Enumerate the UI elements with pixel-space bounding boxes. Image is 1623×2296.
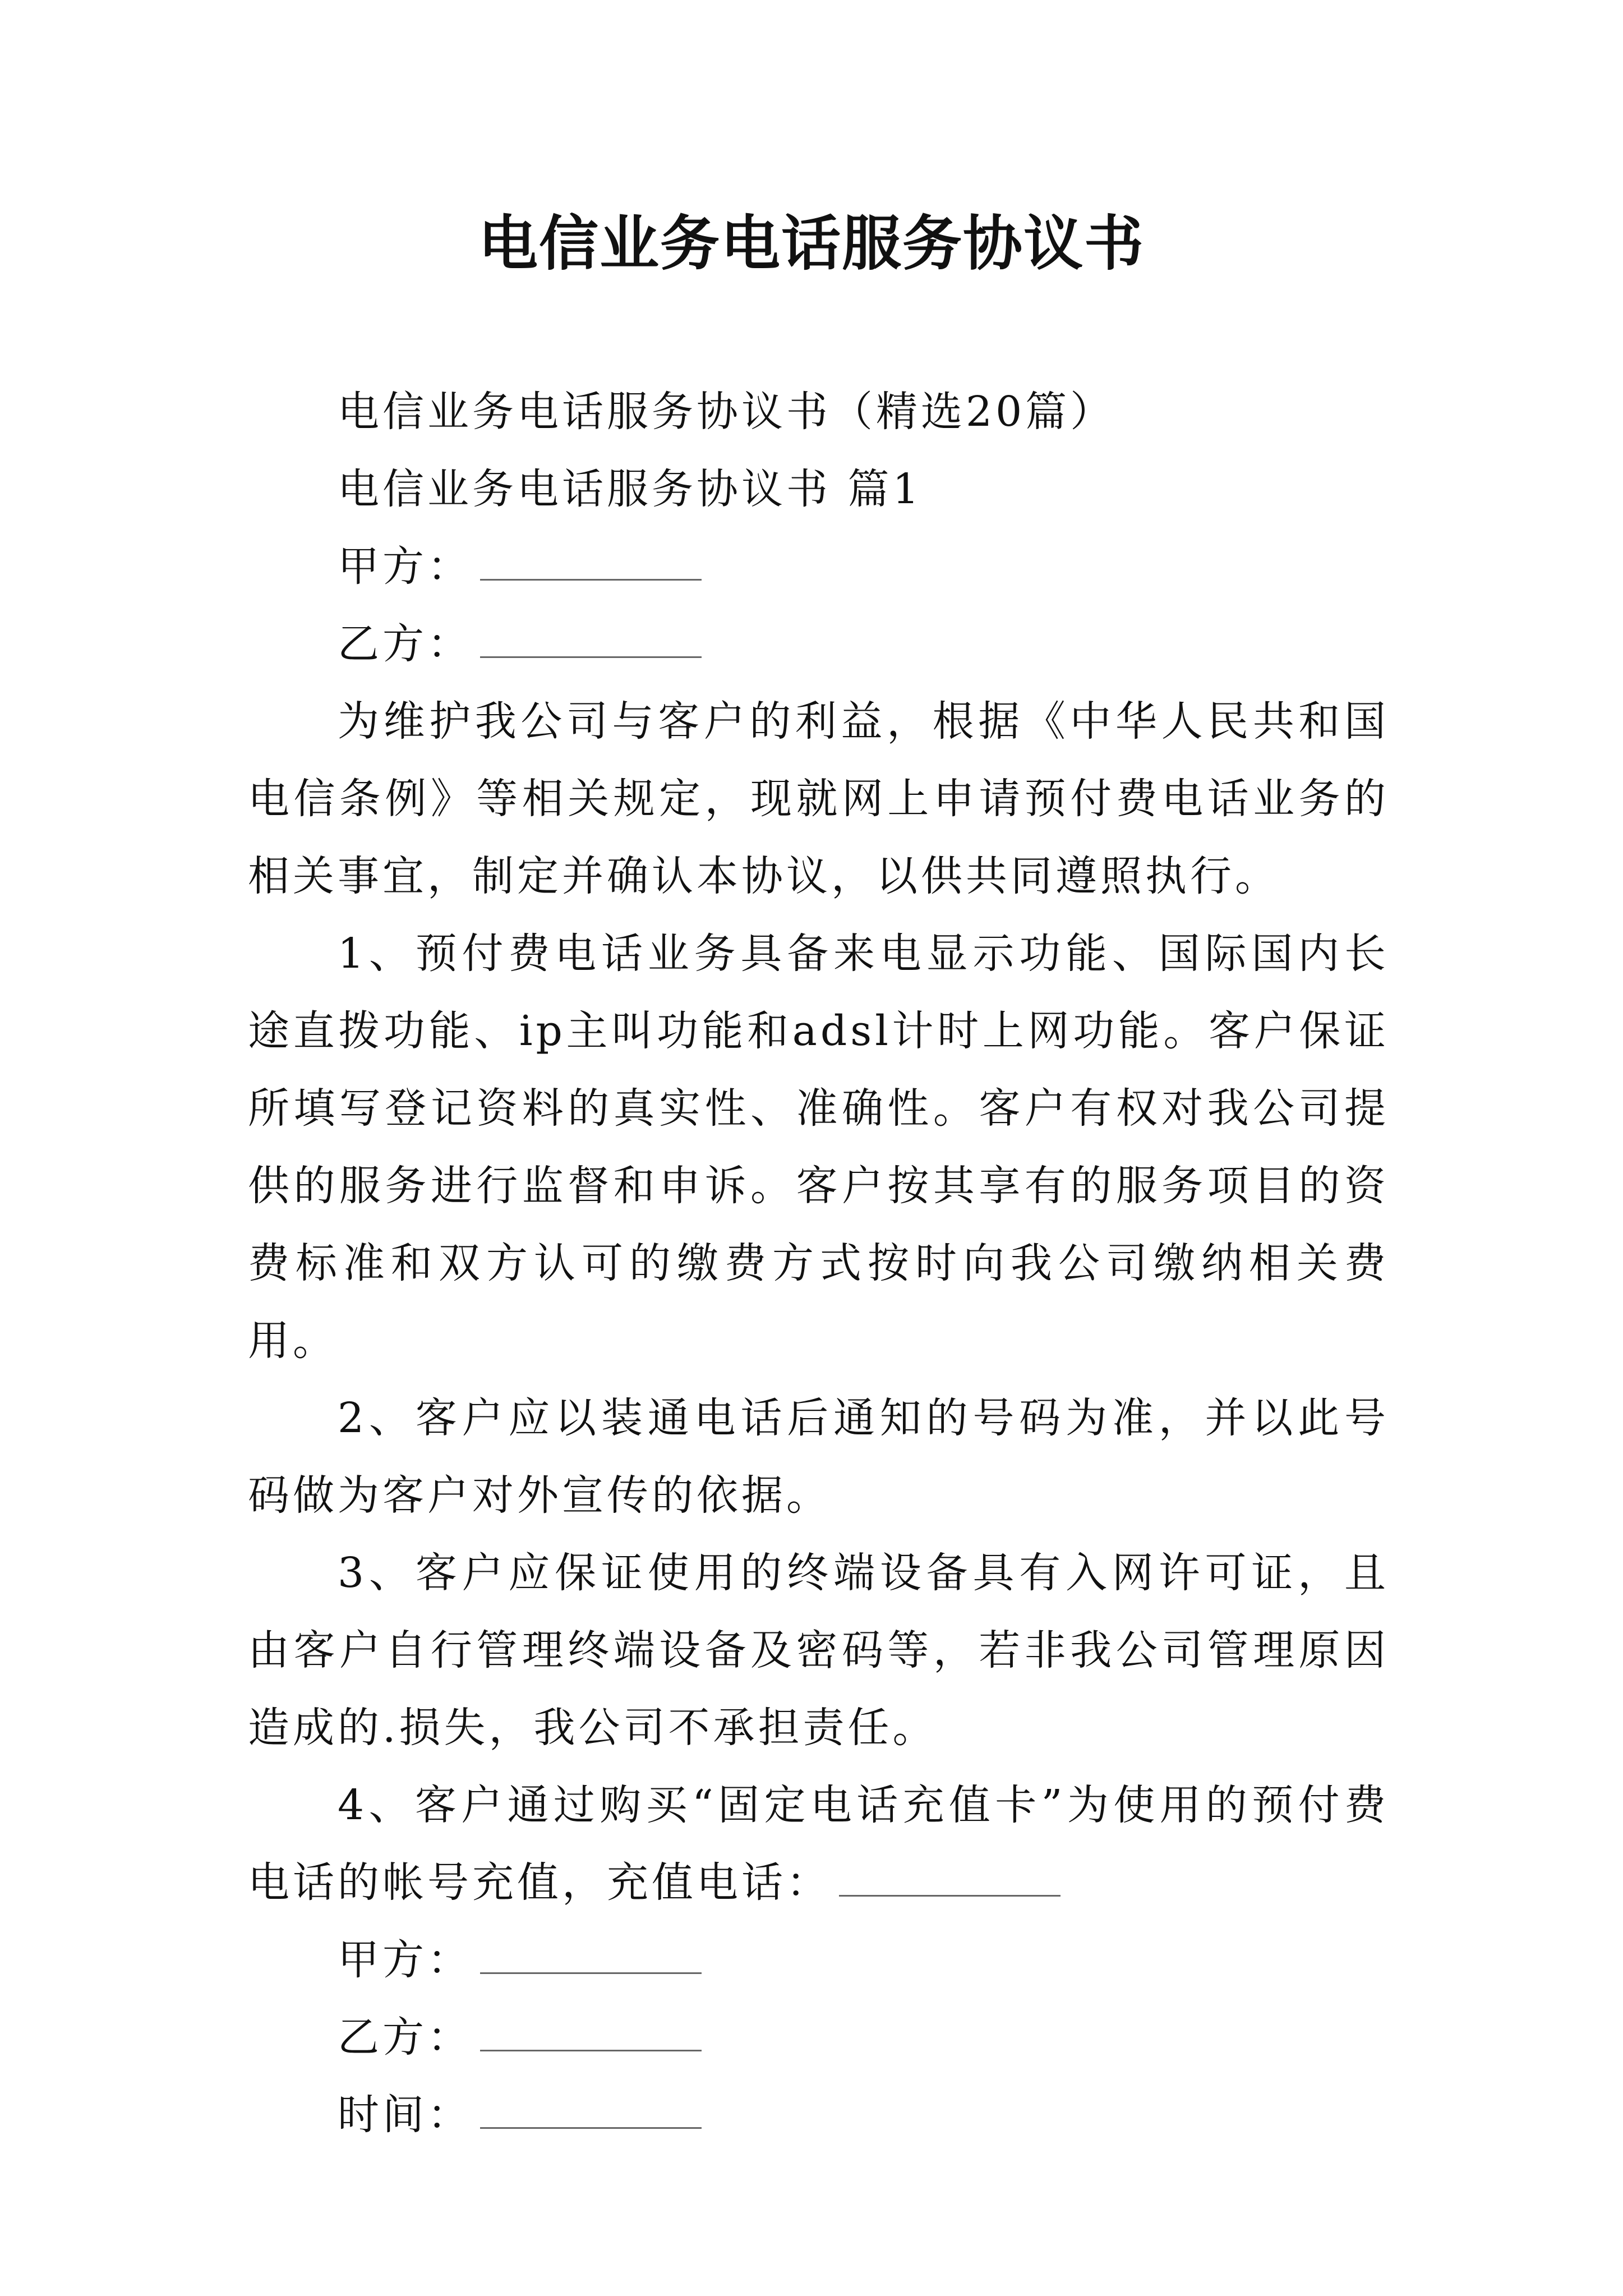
party-b-blank	[480, 627, 702, 658]
signature-party-a-label: 甲方：	[338, 1936, 472, 1984]
signature-party-b-line	[248, 1999, 1389, 2076]
party-a-label: 甲方：	[338, 542, 472, 591]
document-subtitle: 电信业务电话服务协议书（精选20篇）	[338, 388, 1115, 436]
clause-3: 3、客户应保证使用的终端设备具有入网许可证，且由客户自行管理终端设备及密码等，若非我公司管理原因造成的.损失，我公司不承担责任。	[248, 1549, 1389, 1752]
signature-time-line	[248, 2076, 1389, 2154]
clause-4	[248, 1766, 1389, 1921]
section-heading: 电信业务电话服务协议书 篇1	[338, 465, 923, 513]
signature-time-blank	[480, 2098, 702, 2129]
document-body	[248, 373, 1389, 2154]
recharge-phone-blank	[839, 1866, 1061, 1897]
signature-time-label: 时间：	[338, 2091, 472, 2139]
clause-2: 2、客户应以装通电话后通知的号码为准，并以此号码做为客户对外宣传的依据。	[248, 1394, 1389, 1520]
clause-1: 1、预付费电话业务具备来电显示功能、国际国内长途直拨功能、ip主叫功能和adsl计时上网功能。客户保证所填写登记资料的真实性、准确性。客户有权对我公司提供的服务进行监督和申诉。客户按其享有的服务项目的资费标准和双方认可的缴费方式按时向我公司缴纳相关费用。	[248, 930, 1389, 1365]
intro-paragraph: 为维护我公司与客户的利益，根据《中华人民共和国电信条例》等相关规定，现就网上申请预付费电话业务的相关事宜，制定并确认本协议，以供共同遵照执行。	[248, 697, 1389, 900]
signature-party-a-line	[248, 1921, 1389, 1999]
clause-4-text: 4、客户通过购买“固定电话充值卡”为使用的预付费电话的帐号充值，充值电话：	[248, 1781, 1389, 1907]
document-title: 电信业务电话服务协议书	[478, 209, 1145, 278]
party-a-line	[248, 528, 1389, 605]
signature-party-b-blank	[480, 2021, 702, 2051]
party-b-label: 乙方：	[338, 620, 472, 668]
party-a-blank	[480, 550, 702, 581]
party-b-line	[248, 605, 1389, 683]
signature-party-a-blank	[480, 1943, 702, 1974]
signature-party-b-label: 乙方：	[338, 2013, 472, 2062]
